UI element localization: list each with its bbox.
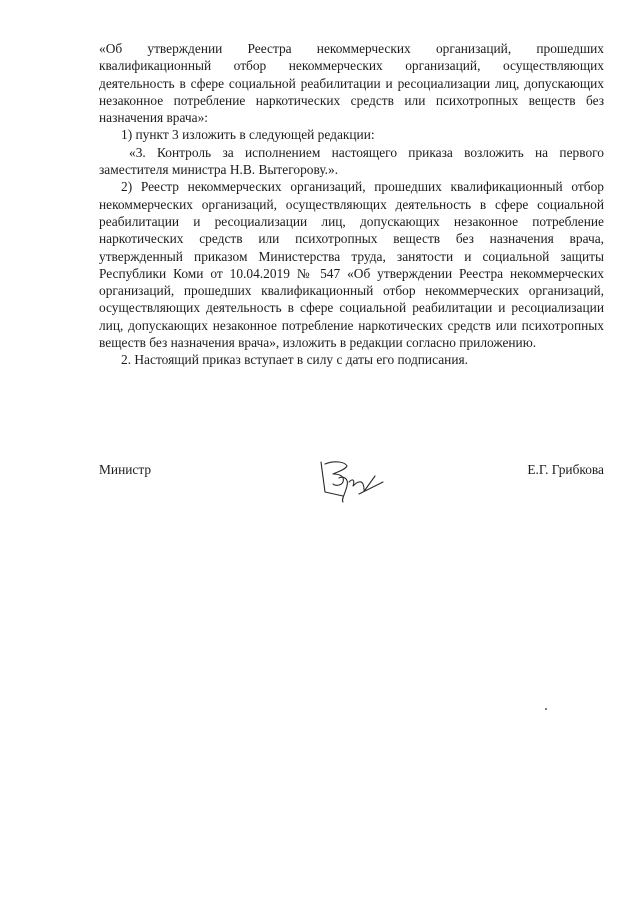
document-body [99, 40, 604, 369]
handwritten-signature [315, 456, 387, 504]
paragraph-item-2: 2) Реестр некоммерческих организаций, прошедших квалификационный отбор некоммерческих организаций, осуществляющих деятельность в сфере социальной реабилитации и ресоциализации лиц, допускающих незаконное потребление наркотических средств или психотропных веществ без назначения врача, утвержденный приказом Министерства труда, занятости и социальной защиты Республики Коми от 10.04.2019 № 547 «Об утверждении Реестра некоммерческих организаций, прошедших квалификационный отбор некоммерческих организаций, осуществляющих деятельность в сфере социальной реабилитации и ресоциализации лиц, допускающих незаконное потребление наркотических средств или психотропных веществ без назначения врача», изложить в редакции согласно приложению. [99, 179, 604, 351]
signatory-name: Е.Г. Грибкова [527, 462, 604, 477]
paragraph-order-title: «Об утверждении Реестра некоммерческих организаций, прошедших квалификационный отбор некоммерческих организаций, осуществляющих деятельность в сфере социальной реабилитации и ресоциализации лиц, допускающих незаконное потребление наркотических средств или психотропных веществ без назначения врача»: [99, 41, 604, 126]
paragraph-new-point-3: «3. Контроль за исполнением настоящего приказа возложить на первого заместителя министра Н.В. Вытегорову.». [99, 144, 604, 178]
signature-block [99, 456, 604, 506]
paragraph-effective-date: 2. Настоящий приказ вступает в силу с даты его подписания. [121, 352, 468, 368]
scan-speck [545, 708, 547, 710]
signatory-title: Министр [99, 462, 152, 477]
paragraph-item-1: 1) пункт 3 изложить в следующей редакции: [121, 127, 375, 143]
